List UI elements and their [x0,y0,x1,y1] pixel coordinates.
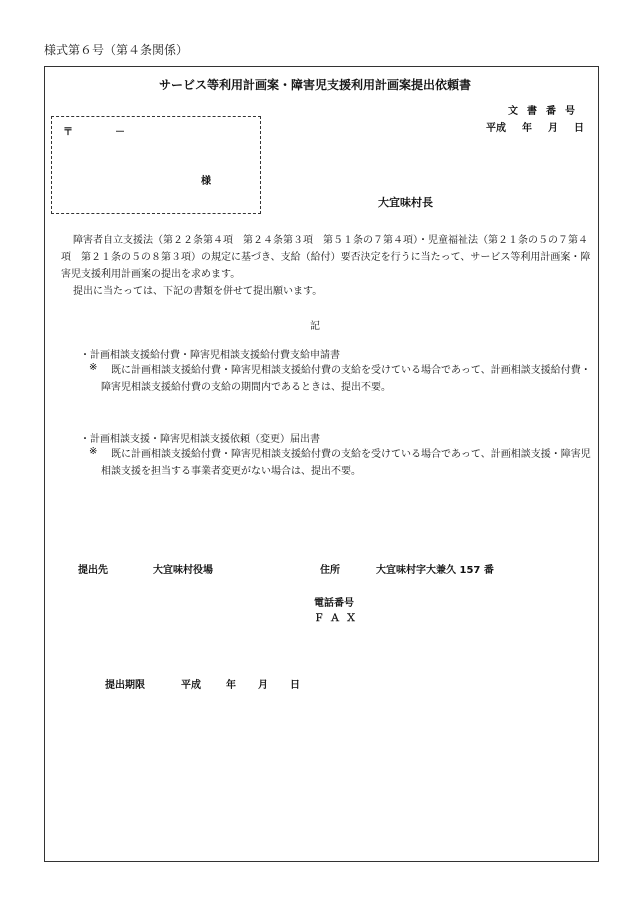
deadline-label: 提出期限 [105,680,145,691]
deadline-day-unit: 日 [290,680,300,691]
recipient-address-box [51,116,261,214]
date-day-unit: 日 [574,123,584,134]
body-paragraph-2: 提出に当たっては、下記の書類を併せて提出願います。 [73,286,323,297]
form-number-label: 様式第６号（第４条関係） [44,43,189,57]
item-1-note: 既に計画相談支援給付費・障害児相談支援給付費の支給を受けている場合であって、計画相談支援給付費・障害児相談支援給付費の支給の期間内であるときは、提出不要。 [101,365,591,393]
document-number-label: 文書番号 [508,106,584,117]
date-era: 平成 [486,123,506,134]
recipient-honorific: 様 [201,176,211,187]
item-2-note: 既に計画相談支援給付費・障害児相談支援給付費の支給を受けている場合であって、計画相談支援・障害児相談支援を担当する事業者変更がない場合は、提出不要。 [101,449,591,477]
destination-label: 提出先 [78,565,108,576]
item-1-title: ・計画相談支援給付費・障害児相談支援給付費支給申請書 [80,350,340,361]
fax-label: ＦＡＸ [314,613,362,624]
deadline-year-unit: 年 [226,680,236,691]
address-value: 大宜味村字大兼久 157 番 [376,565,494,576]
deadline-era: 平成 [181,680,201,691]
deadline-month-unit: 月 [258,680,268,691]
item-1-note-mark: ※ [89,362,98,373]
destination-value: 大宜味村役場 [153,565,213,576]
item-2-title: ・計画相談支援・障害児相談支援依頼（変更）届出書 [80,434,320,445]
date-month-unit: 月 [548,123,558,134]
document-title: サービス等利用計画案・障害児支援利用計画案提出依頼書 [158,78,471,92]
body-text [61,232,593,300]
item-2-note-mark: ※ [89,446,98,457]
zip-dash: － [115,127,125,138]
phone-label: 電話番号 [314,598,354,609]
address-label: 住所 [320,565,340,576]
body-paragraph-1: 障害者自立支援法（第２２条第４項 第２４条第３項 第５１条の７第４項）・児童福祉法（第２１条の５の７第４項 第２１条の５の８第３項）の規定に基づき、支給（給付）要否決定を行うに当たって、サービス等利用計画案・障害児支援利用計画案の提出を求めます。 [61,235,591,280]
issue-date [482,119,584,134]
date-year-unit: 年 [522,123,532,134]
sender-name: 大宜味村長 [378,196,433,209]
ki-heading: 記 [310,321,320,332]
zip-mark: 〒 [63,127,73,138]
